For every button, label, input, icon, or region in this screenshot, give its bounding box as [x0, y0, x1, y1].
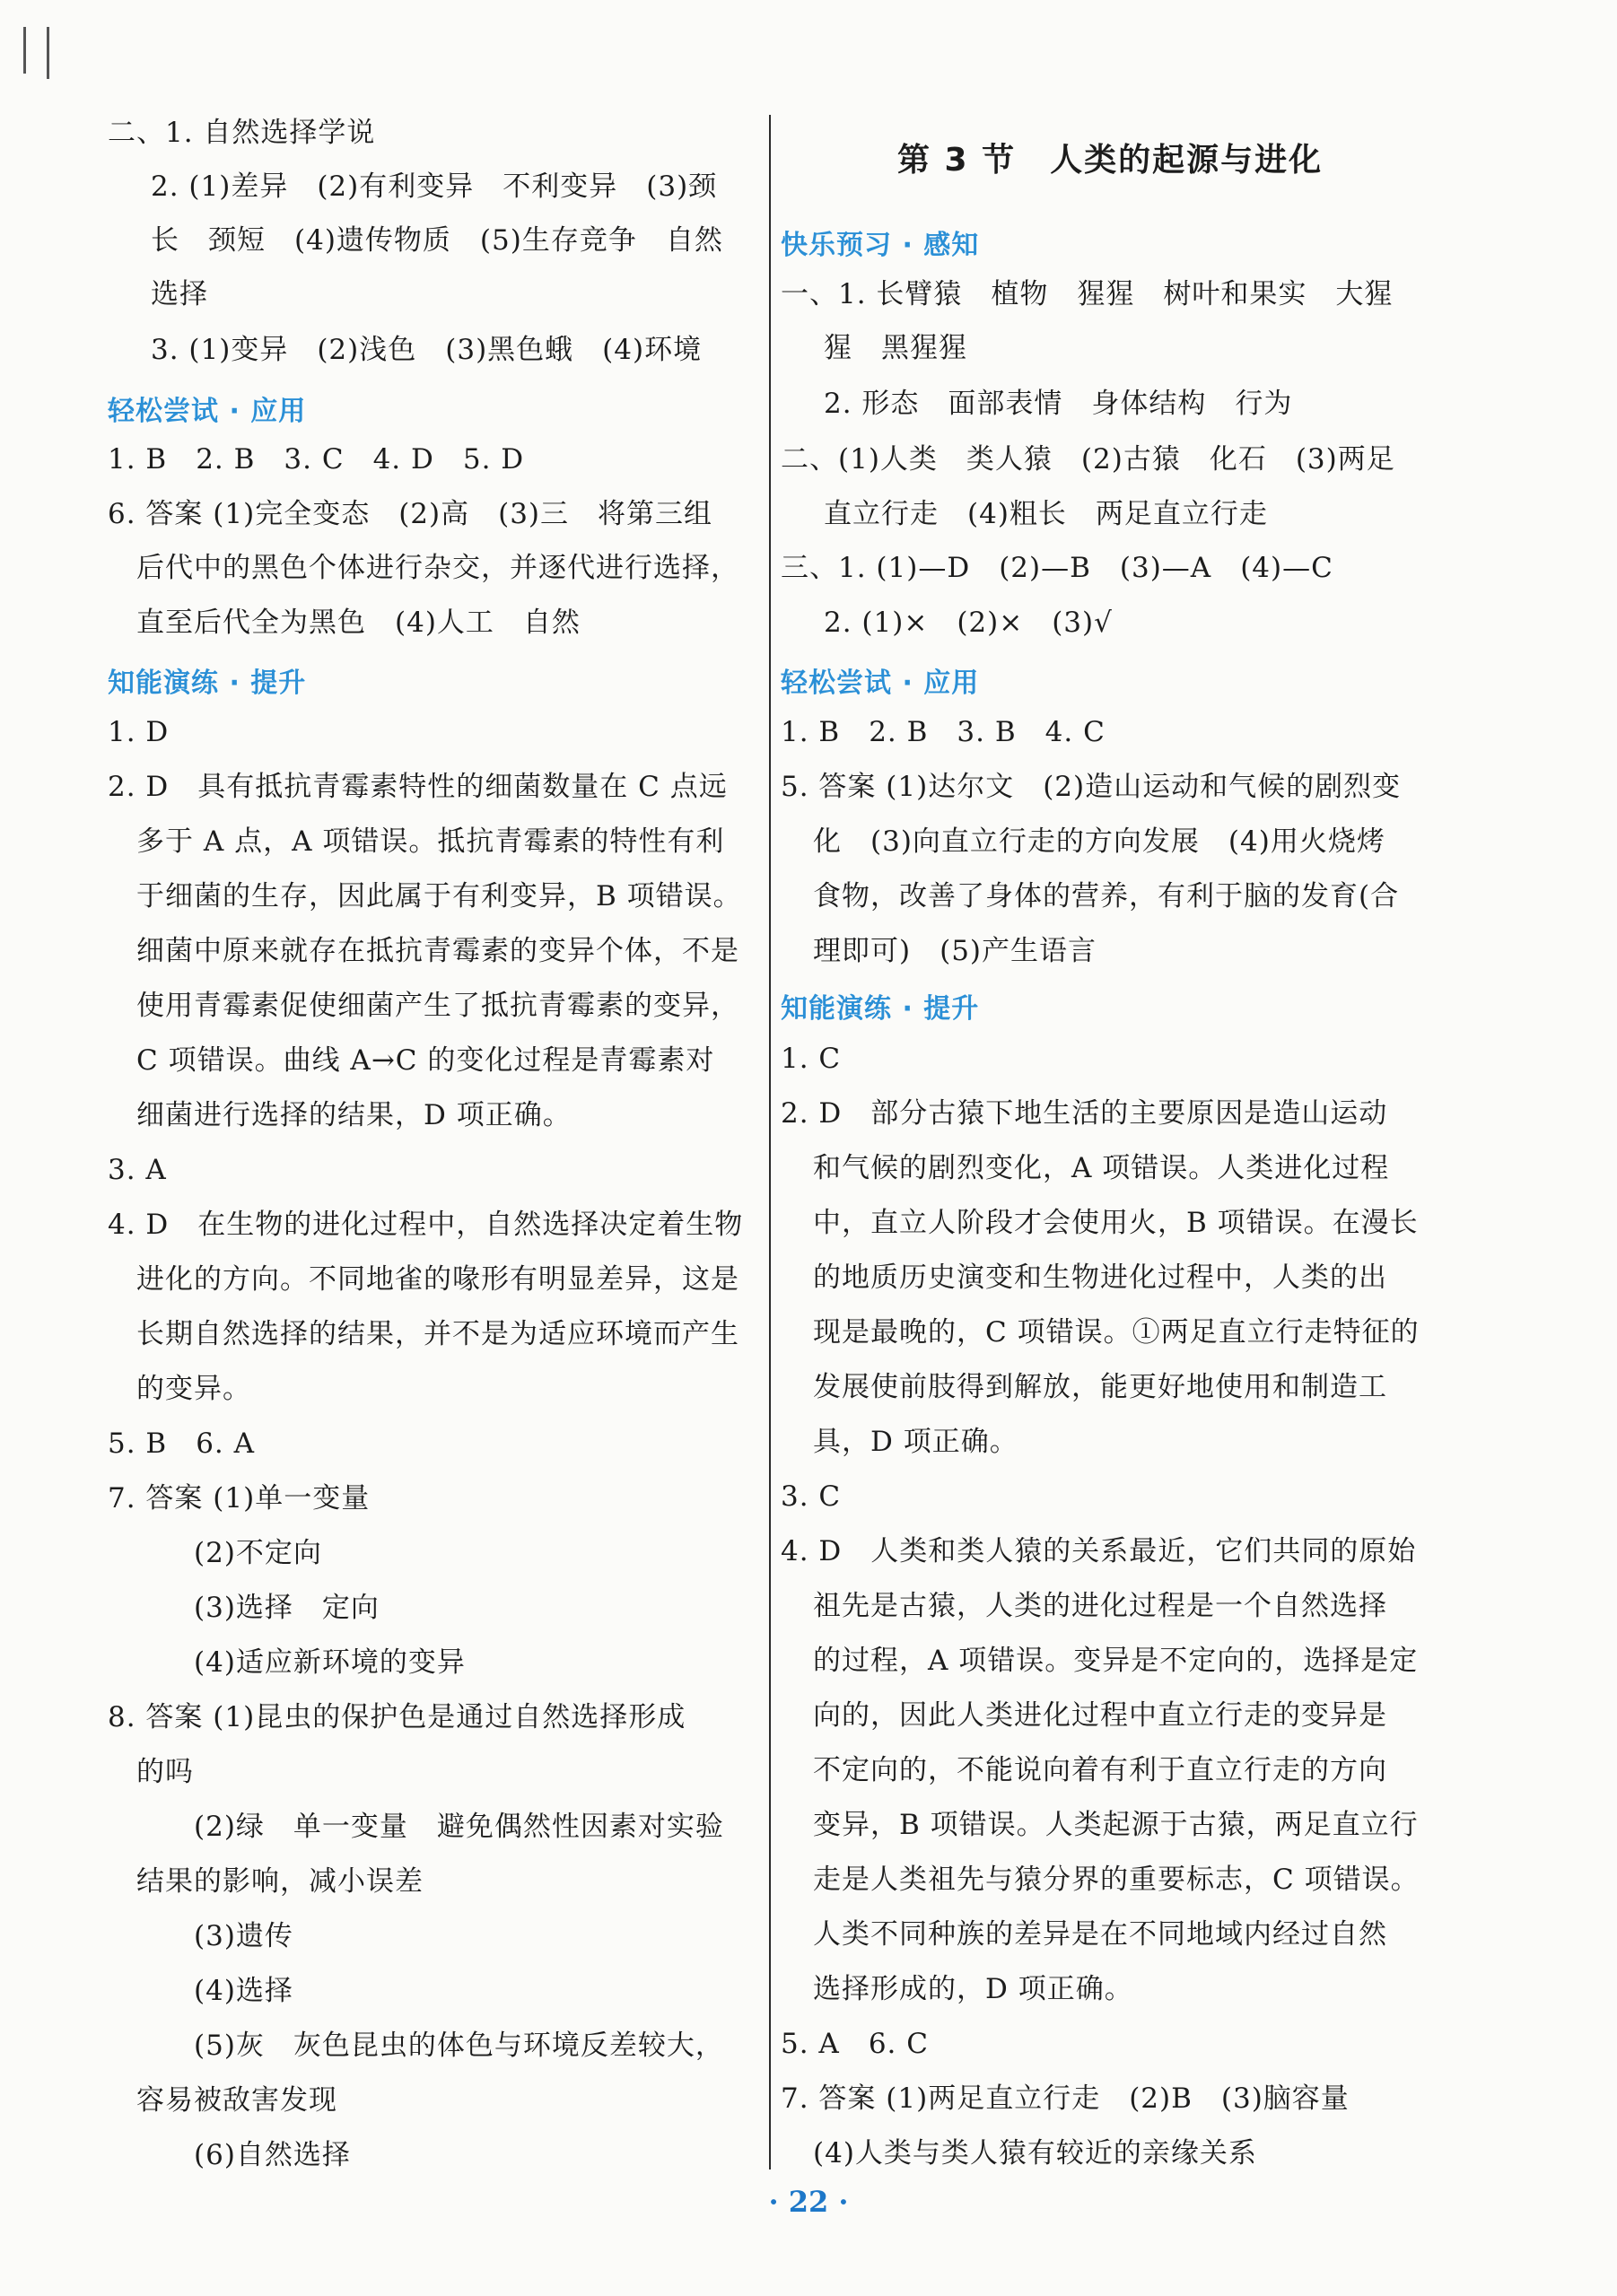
answer-line: 2. (1)差异 (2)有利变异 不利变异 (3)颈 — [151, 170, 718, 203]
answer-line: 的地质历史演变和生物进化过程中，人类的出 — [813, 1261, 1387, 1294]
answer-line: 4. D 人类和类人猿的关系最近，它们共同的原始 — [781, 1535, 1417, 1567]
answer-line: 进化的方向。不同地雀的喙形有明显差异，这是 — [136, 1263, 739, 1296]
answer-line: 一、1. 长臂猿 植物 猩猩 树叶和果实 大猩 — [781, 278, 1394, 310]
answer-line: 容易被敌害发现 — [136, 2084, 337, 2117]
answer-line: 6. 答案 (1)完全变态 (2)高 (3)三 将第三组 — [108, 498, 713, 530]
answer-line: 中，直立人阶段才会使用火，B 项错误。在漫长 — [813, 1207, 1419, 1239]
section-title: 第 3 节 人类的起源与进化 — [897, 142, 1324, 179]
answer-line: 1. B 2. B 3. B 4. C — [781, 716, 1106, 748]
answer-line: 食物，改善了身体的营养，有利于脑的发育(合 — [813, 880, 1400, 912]
answer-line: 8. 答案 (1)昆虫的保护色是通过自然选择形成 — [108, 1701, 686, 1733]
answer-line: 走是人类祖先与猿分界的重要标志，C 项错误。 — [813, 1864, 1420, 1896]
column-divider — [769, 115, 771, 2169]
answer-line: 后代中的黑色个体进行杂交，并逐代进行选择， — [136, 552, 739, 584]
answer-line: 二、1. 自然选择学说 — [108, 117, 376, 149]
answer-line: 不定向的，不能说向着有利于直立行走的方向 — [813, 1754, 1387, 1786]
answer-line: (2)绿 单一变量 避免偶然性因素对实验 — [194, 1811, 724, 1843]
answer-line: 5. 答案 (1)达尔文 (2)造山运动和气候的剧烈变 — [781, 771, 1402, 803]
page-number: · 22 · — [768, 2185, 849, 2219]
answer-line: 1. B 2. B 3. C 4. D 5. D — [108, 443, 525, 476]
answer-line: 的吗 — [136, 1756, 194, 1788]
answer-line: 5. B 6. A — [108, 1427, 256, 1460]
answer-line: 多于 A 点，A 项错误。抵抗青霉素的特性有利 — [136, 825, 725, 858]
answer-line: 猩 黑猩猩 — [824, 332, 967, 364]
answer-line: 细菌进行选择的结果，D 项正确。 — [136, 1099, 572, 1131]
answer-line: 4. D 在生物的进化过程中，自然选择决定着生物 — [108, 1209, 744, 1241]
edge-mark — [47, 27, 49, 79]
answer-line: 现是最晚的，C 项错误。①两足直立行走特征的 — [813, 1316, 1420, 1349]
edge-mark — [23, 27, 26, 74]
answer-line: 发展使前肢得到解放，能更好地使用和制造工 — [813, 1371, 1387, 1403]
answer-line: 理即可) (5)产生语言 — [813, 935, 1097, 967]
answer-line: 二、(1)人类 类人猿 (2)古猿 化石 (3)两足 — [781, 443, 1395, 476]
answer-line: 2. D 具有抵抗青霉素特性的细菌数量在 C 点远 — [108, 771, 728, 803]
section-heading: 轻松尝试 · 应用 — [781, 668, 980, 699]
answer-line: 1. D — [108, 716, 170, 748]
answer-line: 化 (3)向直立行走的方向发展 (4)用火烧烤 — [813, 825, 1385, 858]
answer-line: 细菌中原来就存在抵抗青霉素的变异个体，不是 — [136, 935, 739, 967]
answer-line: (5)灰 灰色昆虫的体色与环境反差较大， — [194, 2030, 724, 2062]
section-heading: 轻松尝试 · 应用 — [108, 396, 307, 427]
answer-line: 具，D 项正确。 — [813, 1426, 1018, 1458]
answer-line: 3. C — [781, 1480, 842, 1513]
answer-line: 长期自然选择的结果，并不是为适应环境而产生 — [136, 1318, 739, 1350]
section-heading: 快乐预习 · 感知 — [781, 230, 980, 261]
answer-line: 的过程，A 项错误。变异是不定向的，选择是定 — [813, 1645, 1419, 1677]
answer-line: 5. A 6. C — [781, 2028, 929, 2060]
answer-line: 2. D 部分古猿下地生活的主要原因是造山运动 — [781, 1097, 1388, 1130]
answer-line: 选择 — [151, 278, 208, 310]
answer-line: 结果的影响，减小误差 — [136, 1865, 424, 1898]
answer-line: (6)自然选择 — [194, 2139, 351, 2171]
section-heading: 知能演练 · 提升 — [108, 668, 307, 699]
answer-line: (4)适应新环境的变异 — [194, 1646, 466, 1679]
answer-line: 直立行走 (4)粗长 两足直立行走 — [824, 498, 1268, 530]
answer-line: 2. (1)× (2)× (3)√ — [824, 607, 1113, 639]
answer-line: 向的，因此人类进化过程中直立行走的变异是 — [813, 1699, 1387, 1732]
answer-line: (4)人类与类人猿有较近的亲缘关系 — [813, 2137, 1257, 2169]
answer-line: 3. (1)变异 (2)浅色 (3)黑色蛾 (4)环境 — [151, 334, 703, 366]
answer-line: 1. C — [781, 1043, 842, 1075]
answer-line: C 项错误。曲线 A→C 的变化过程是青霉素对 — [136, 1044, 715, 1077]
answer-line: 变异，B 项错误。人类起源于古猿，两足直立行 — [813, 1809, 1419, 1841]
answer-line: 的变异。 — [136, 1373, 251, 1405]
answer-line: 7. 答案 (1)两足直立行走 (2)B (3)脑容量 — [781, 2082, 1350, 2115]
section-heading: 知能演练 · 提升 — [781, 993, 980, 1025]
answer-line: 使用青霉素促使细菌产生了抵抗青霉素的变异， — [136, 990, 739, 1022]
answer-line: (2)不定向 — [194, 1537, 322, 1569]
answer-line: 祖先是古猿，人类的进化过程是一个自然选择 — [813, 1590, 1387, 1622]
answer-line: (3)选择 定向 — [194, 1592, 380, 1624]
answer-line: 和气候的剧烈变化，A 项错误。人类进化过程 — [813, 1152, 1390, 1184]
answer-line: 7. 答案 (1)单一变量 — [108, 1482, 371, 1515]
answer-line: 人类不同种族的差异是在不同地域内经过自然 — [813, 1918, 1387, 1951]
answer-line: (4)选择 — [194, 1975, 293, 2007]
answer-line: 3. A — [108, 1154, 167, 1186]
answer-line: 长 颈短 (4)遗传物质 (5)生存竞争 自然 — [151, 224, 723, 257]
answer-line: 2. 形态 面部表情 身体结构 行为 — [824, 388, 1293, 420]
answer-line: 直至后代全为黑色 (4)人工 自然 — [136, 607, 581, 639]
answer-line: (3)遗传 — [194, 1920, 293, 1952]
answer-line: 三、1. (1)—D (2)—B (3)—A (4)—C — [781, 552, 1333, 584]
answer-line: 选择形成的，D 项正确。 — [813, 1973, 1133, 2005]
answer-line: 于细菌的生存，因此属于有利变异，B 项错误。 — [136, 880, 742, 912]
